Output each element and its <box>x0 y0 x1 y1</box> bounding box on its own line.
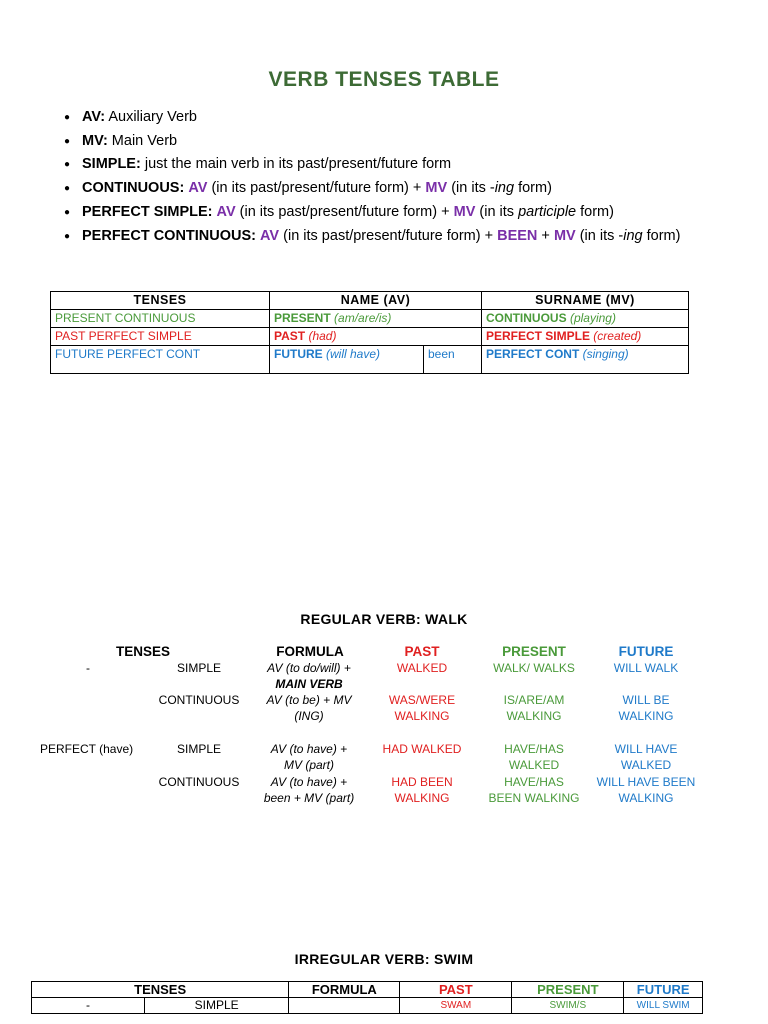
future-perfect-simple: WILL HAVE WALKED <box>614 742 678 773</box>
tenses-name-table <box>50 291 689 374</box>
future-perfect-continuous: WILL HAVE BEEN WALKING <box>596 775 696 806</box>
perfect-label: PERFECT (have) <box>40 742 134 756</box>
continuous-label: CONTINUOUS <box>158 693 240 707</box>
name-cell: PRESENT (am/are/is) <box>270 310 482 328</box>
definitions-list <box>64 106 680 248</box>
simple-cell: SIMPLE <box>145 998 289 1014</box>
formula-simple: AV (to do/will) + MAIN VERB <box>267 661 351 692</box>
table-header-row <box>51 292 689 310</box>
def-perfect-continuous: ● PERFECT CONTINUOUS: AV (in its past/present/future form) + BEEN + MV (in its -ing form) <box>64 225 680 249</box>
past-perfect-continuous: HAD BEEN WALKING <box>391 775 453 806</box>
formula-perfect-simple: AV (to have) + MV (part) <box>270 742 348 773</box>
present-simple: WALK/ WALKS <box>493 661 575 675</box>
formula-perfect-continuous: AV (to have) + been + MV (part) <box>263 775 355 806</box>
header-name: NAME (AV) <box>270 292 482 310</box>
table-row <box>51 346 689 374</box>
table-row <box>32 998 703 1014</box>
dash-label: - <box>86 661 90 675</box>
formula-continuous: AV (to be) + MV (ING) <box>266 693 352 724</box>
tense-cell: FUTURE PERFECT CONT <box>51 346 270 374</box>
name-cell: FUTURE (will have) <box>270 346 424 374</box>
simple-label: SIMPLE <box>176 742 221 756</box>
surname-cell: PERFECT CONT (singing) <box>481 346 688 374</box>
table-row <box>51 310 689 328</box>
header-tenses: TENSES <box>32 982 289 998</box>
regular-verb-title: REGULAR VERB: WALK <box>300 611 468 627</box>
present-cell: SWIM/S <box>512 998 624 1014</box>
def-av: ● AV: Auxiliary Verb <box>64 106 680 130</box>
present-perfect-simple: HAVE/HAS WALKED <box>504 742 564 773</box>
header-surname: SURNAME (MV) <box>481 292 688 310</box>
dash-cell: - <box>32 998 145 1014</box>
past-cell: SWAM <box>400 998 512 1014</box>
present-continuous: IS/ARE/AM WALKING <box>503 693 565 724</box>
past-simple: WALKED <box>396 661 448 675</box>
past-perfect-simple: HAD WALKED <box>382 742 462 756</box>
header-formula: FORMULA <box>289 982 400 998</box>
tense-cell: PAST PERFECT SIMPLE <box>51 328 270 346</box>
future-continuous: WILL BE WALKING <box>618 693 674 724</box>
header-past: PAST <box>400 982 512 998</box>
col-formula: FORMULA <box>276 644 344 659</box>
tense-cell: PRESENT CONTINUOUS <box>51 310 270 328</box>
col-future: FUTURE <box>618 644 674 659</box>
table-header-row <box>32 982 703 998</box>
def-perfect-simple: ● PERFECT SIMPLE: AV (in its past/present/future form) + MV (in its participle form) <box>64 201 680 225</box>
def-continuous: ● CONTINUOUS: AV (in its past/present/future form) + MV (in its -ing form) <box>64 177 680 201</box>
surname-cell: PERFECT SIMPLE (created) <box>481 328 688 346</box>
header-future: FUTURE <box>624 982 703 998</box>
surname-cell: CONTINUOUS (playing) <box>481 310 688 328</box>
page-title: VERB TENSES TABLE <box>268 68 500 91</box>
formula-cell <box>289 998 400 1014</box>
irregular-verb-table <box>31 981 703 1014</box>
def-mv: ● MV: Main Verb <box>64 130 680 154</box>
simple-label: SIMPLE <box>176 661 221 675</box>
name-cell: PAST (had) <box>270 328 482 346</box>
header-tenses: TENSES <box>51 292 270 310</box>
header-present: PRESENT <box>512 982 624 998</box>
irregular-verb-title: IRREGULAR VERB: SWIM <box>294 951 474 967</box>
been-cell: been <box>424 346 482 374</box>
col-past: PAST <box>404 644 440 659</box>
col-tenses: TENSES <box>115 644 170 659</box>
continuous-label: CONTINUOUS <box>158 775 240 789</box>
present-perfect-continuous: HAVE/HAS BEEN WALKING <box>488 775 580 806</box>
future-cell: WILL SWIM <box>624 998 703 1014</box>
table-row <box>51 328 689 346</box>
future-simple: WILL WALK <box>613 661 679 675</box>
def-simple: ● SIMPLE: just the main verb in its past/present/future form <box>64 153 680 177</box>
col-present: PRESENT <box>502 644 566 659</box>
past-continuous: WAS/WERE WALKING <box>388 693 456 724</box>
